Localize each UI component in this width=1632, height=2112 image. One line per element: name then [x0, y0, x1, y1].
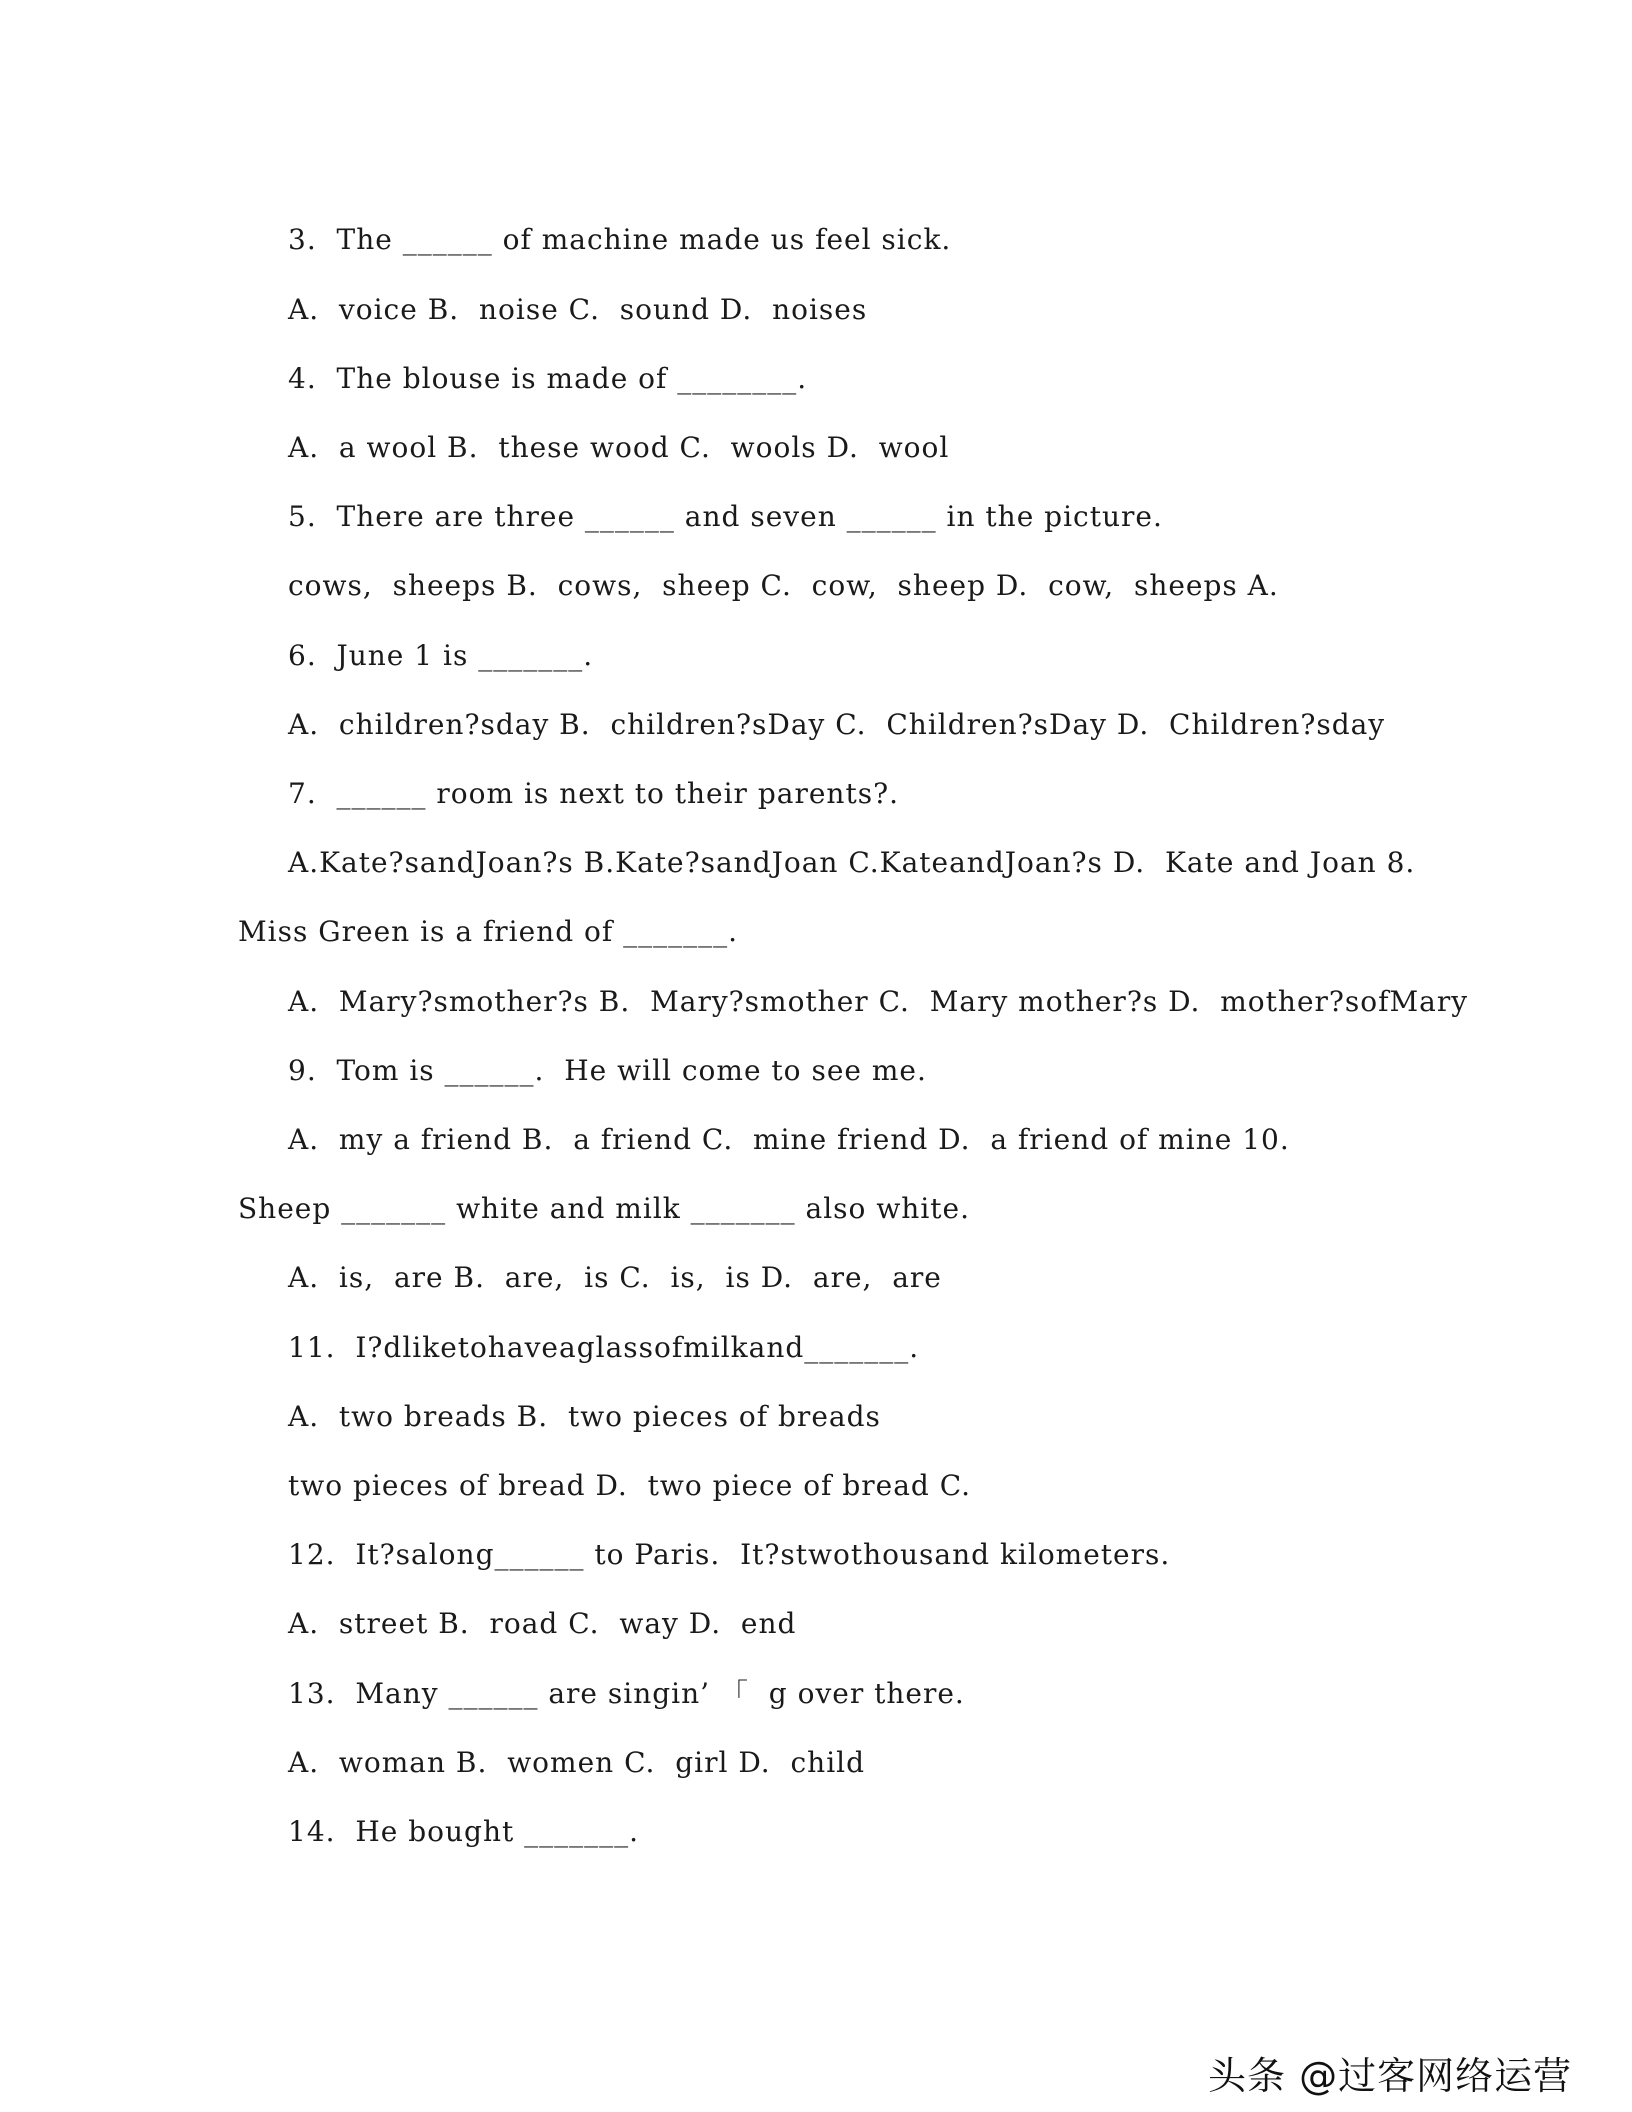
- question-10-options: A. is, are B. are, is C. is, is D. are, are: [288, 1261, 942, 1294]
- question-10-stem: Sheep _______ white and milk _______ also white.: [238, 1192, 970, 1225]
- question-9-stem: 9. Tom is ______. He will come to see me.: [288, 1054, 927, 1087]
- question-14-stem: 14. He bought _______.: [288, 1815, 640, 1848]
- question-3-options: A. voice B. noise C. sound D. noises: [288, 293, 868, 326]
- question-13-options: A. woman B. women C. girl D. child: [288, 1746, 866, 1779]
- question-5-stem: 5. There are three ______ and seven ______ in the picture.: [288, 500, 1163, 533]
- question-8-options: A. Mary?smother?s B. Mary?smother C. Mary mother?s D. mother?sofMary: [288, 985, 1469, 1018]
- question-8-stem: Miss Green is a friend of _______.: [238, 915, 739, 948]
- question-7-stem: 7. ______ room is next to their parents?.: [288, 777, 899, 810]
- question-6-stem: 6. June 1 is _______.: [288, 639, 594, 672]
- question-13-stem: 13. Many ______ are singin’ 「 g over there.: [288, 1677, 965, 1710]
- question-5-options: cows, sheeps B. cows, sheep C. cow, sheep D. cow, sheeps A.: [288, 569, 1279, 602]
- question-11-options-a: A. two breads B. two pieces of breads: [288, 1400, 881, 1433]
- question-3-stem: 3. The ______ of machine made us feel sick.: [288, 223, 952, 256]
- question-11-options-b: two pieces of bread D. two piece of bread C.: [288, 1469, 972, 1502]
- question-4-options: A. a wool B. these wood C. wools D. wool: [288, 431, 950, 464]
- question-12-options: A. street B. road C. way D. end: [288, 1607, 797, 1640]
- question-6-options: A. children?sday B. children?sDay C. Children?sDay D. Children?sday: [288, 708, 1386, 741]
- question-11-stem: 11. I?dliketohaveaglassofmilkand_______.: [288, 1331, 920, 1364]
- question-7-options: A.Kate?sandJoan?s B.Kate?sandJoan C.KateandJoan?s D. Kate and Joan 8.: [288, 846, 1416, 879]
- question-12-stem: 12. It?salong______ to Paris. It?stwothousand kilometers.: [288, 1538, 1171, 1571]
- question-4-stem: 4. The blouse is made of ________.: [288, 362, 808, 395]
- question-9-options: A. my a friend B. a friend C. mine friend D. a friend of mine 10.: [288, 1123, 1290, 1156]
- watermark-text: 头条 @过客网络运营: [1208, 2054, 1573, 2098]
